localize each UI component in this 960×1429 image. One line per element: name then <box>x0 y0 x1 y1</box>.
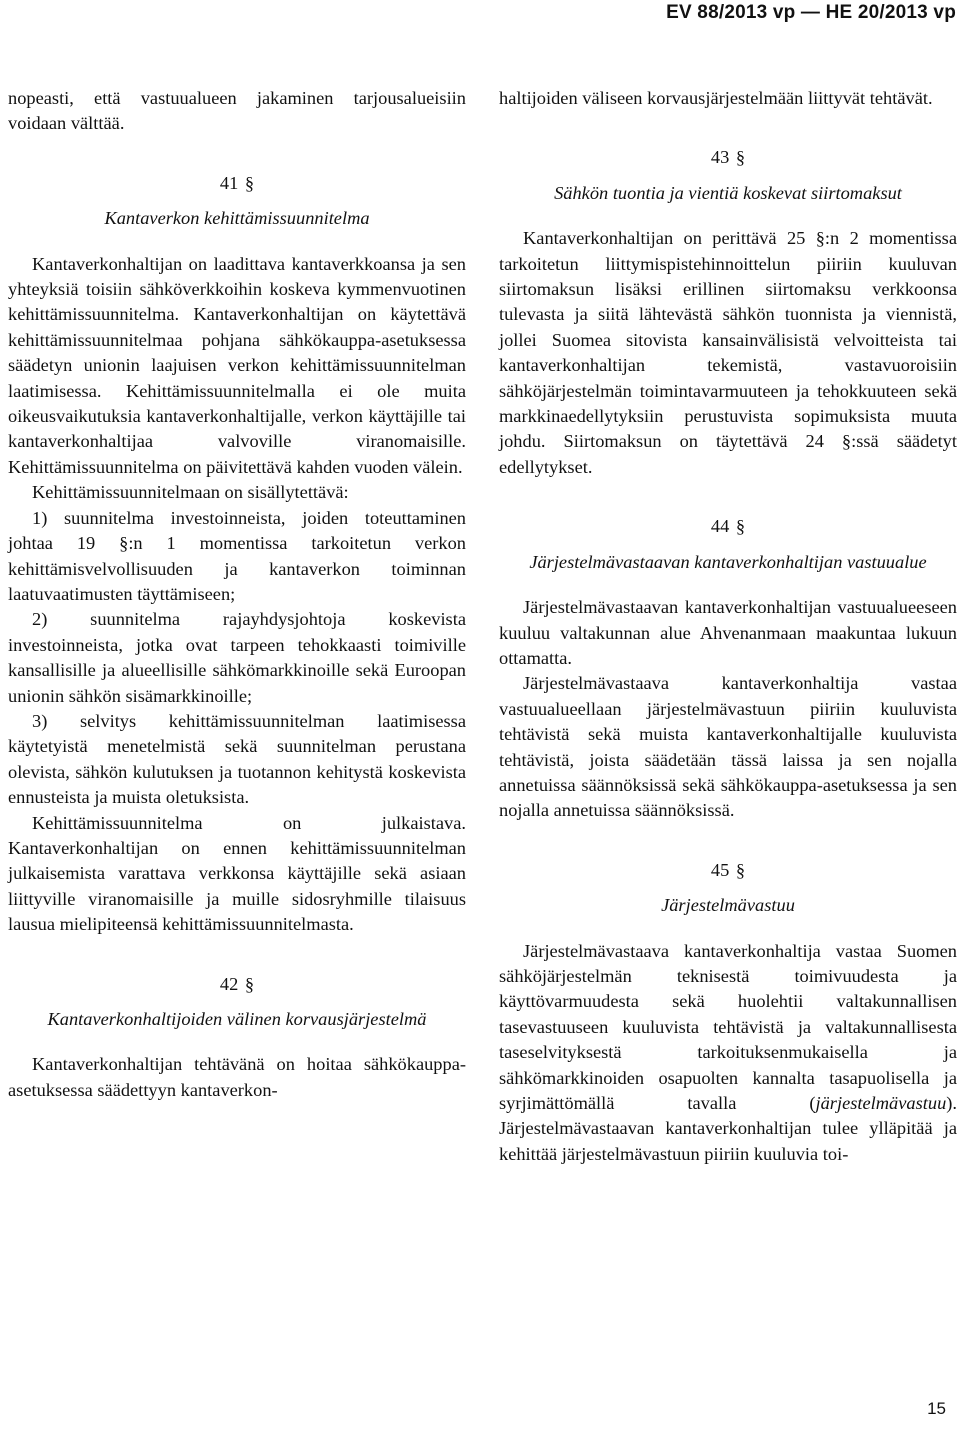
paragraph-text: Järjestelmävastaava kantaverkonhaltija vastaa Suomen sähköjärjestelmän teknisestä toimivuudesta ja käyttövarmuudesta sekä huolehtii valtakunnallisen tasevastuuseen kuuluvista tehtävistä ja valtakunnallisesta taseselvityksestä tarkoituksenmukaisella ja sähkömarkkinoiden osapuolten kannalta tasapuolisella ja syrjimättömällä tavalla ( <box>499 940 957 1113</box>
paragraph: haltijoiden väliseen korvausjärjestelmään liittyvät tehtävät. <box>499 88 933 108</box>
paragraph: Kantaverkonhaltijan tehtävänä on hoitaa sähkökauppa-asetuksessa säädettyyn kantaverkon- <box>8 1054 466 1100</box>
list-item: 2) suunnitelma rajayhdysjohtoja koskevista investoinneista, jotka ovat tarpeen tehokkaasti toimiville kansallisille ja alueellisille sähkömarkkinoille sekä Euroopan unionin sähkön sisämarkkinoille; <box>8 609 466 706</box>
section-symbol: § <box>735 516 746 537</box>
section-title: Järjestelmävastaavan kantaverkonhaltijan vastuualue <box>529 551 927 572</box>
section-title: Järjestelmävastuu <box>661 895 795 916</box>
section-heading-41 <box>8 171 466 196</box>
list-item: 3) selvitys kehittämissuunnitelman laatimisessa käytetyistä menetelmistä sekä suunnitelman perustana olevista, sähkön kulutuksen ja tuotannon kehitystä koskevista ennusteista ja muista oletuksista. <box>8 710 466 808</box>
section-heading-42 <box>8 972 466 997</box>
section-title: Sähkön tuontia ja vientiä koskevat siirtomaksut <box>554 182 902 203</box>
paragraph: nopeasti, että vastuualueen jakaminen tarjousalueisiin voidaan välttää. <box>8 88 466 134</box>
section-title: Kantaverkon kehittämissuunnitelma <box>104 208 370 229</box>
section-symbol: § <box>244 172 255 193</box>
section-symbol: § <box>735 147 746 168</box>
section-number: 42 <box>219 973 239 994</box>
paragraph-text: ). Järjestelmävastaavan kantaverkonhaltijan tulee ylläpitää ja kehittää järjestelmävastuun piiriin kuuluvia toi- <box>499 1093 957 1164</box>
left-column <box>8 86 466 1103</box>
section-title: Kantaverkonhaltijoiden välinen korvausjärjestelmä <box>47 1009 427 1029</box>
right-column <box>499 86 957 1167</box>
section-number: 44 <box>710 516 730 537</box>
paragraph: Kehittämissuunnitelmaan on sisällytettävä: <box>32 482 349 503</box>
section-number: 41 <box>219 172 239 193</box>
section-number: 43 <box>710 147 730 168</box>
section-symbol: § <box>244 973 255 994</box>
section-heading-45 <box>499 858 957 883</box>
page-number: 15 <box>927 1399 946 1418</box>
section-symbol: § <box>735 859 746 880</box>
paragraph: Kantaverkonhaltijan on laadittava kantaverkkoansa ja sen yhteyksiä toisiin sähköverkkoihin koskeva kymmenvuotinen kehittämissuunnitelma. Kantaverkonhaltijan on käytettävä kehittämissuunnitelmaa pohjana sähkökauppa-asetuksessa säädetyn unionin laajuisen verkon kehittämissuunnitelman laatimisessa. Kehittämissuunnitelmalla ei ole muita oikeusvaikutuksia kantaverkonhaltijalle, verkon käyttäjille tai kantaverkonhaltijaa valvoville viranomaisille. Kehittämissuunnitelma on päivitettävä kahden vuoden välein. <box>8 253 466 477</box>
paragraph: Kantaverkonhaltijan on perittävä 25 §:n 2 momentissa tarkoitetun liittymispistehinnoittelun piiriin kuuluvan siirtomaksun lisäksi erillinen siirtomaksu verkkoonsa tulevasta ja siitä lähtevästä sähkön tuonnista ja viennistä, jollei Suomea sitovista kansainvälisistä velvoitteista tai kantaverkonhaltijan tekemistä, vastavuoroisiin sähköjärjestelmän toimintavarmuuteen ja tehokkuuteen sekä markkinaedellytyksiin perustuvista sopimuksista muuta johdu. Siirtomaksun on täytettävä 24 §:ssä säädetyt edellytykset. <box>499 228 957 477</box>
paragraph: Järjestelmävastaavan kantaverkonhaltijan vastuualueeseen kuuluu valtakunnan alue Ahvenanmaan maakuntaa lukuun ottamatta. <box>499 597 957 668</box>
defined-term: järjestelmävastuu <box>815 1093 947 1113</box>
paragraph: Järjestelmävastaava kantaverkonhaltija vastaa vastuualueellaan järjestelmävastuun piiriin kuuluvista tehtävistä sekä muista kantaverkonhaltijalle kuuluvista tehtävistä, joista säädetään tässä laissa ja sen nojalla annetuissa säännöksissä sekä sähkökauppa-asetuksessa ja sen nojalla annetuissa säännöksissä. <box>499 673 957 821</box>
paragraph: Kehittämissuunnitelma on julkaistava. Kantaverkonhaltijan on ennen kehittämissuunnitelman julkaisemista varattava verkkonsa käyttäjille sekä asiaan liittyville viranomaisille ja muille sidosryhmille tilaisuus lausua mielipiteensä kehittämissuunnitelmasta. <box>8 812 466 935</box>
section-heading-44 <box>499 514 957 539</box>
paragraph <box>499 939 957 1168</box>
section-heading-43 <box>499 145 957 170</box>
list-item: 1) suunnitelma investoinneista, joiden toteuttaminen johtaa 19 §:n 1 momentissa tarkoitetun verkon kehittämisvelvollisuuden ja kantaverkon toiminnan laatuvaatimusten täyttämiseen; <box>8 507 466 604</box>
page-header: EV 88/2013 vp — HE 20/2013 vp <box>666 2 956 23</box>
section-number: 45 <box>710 859 730 880</box>
